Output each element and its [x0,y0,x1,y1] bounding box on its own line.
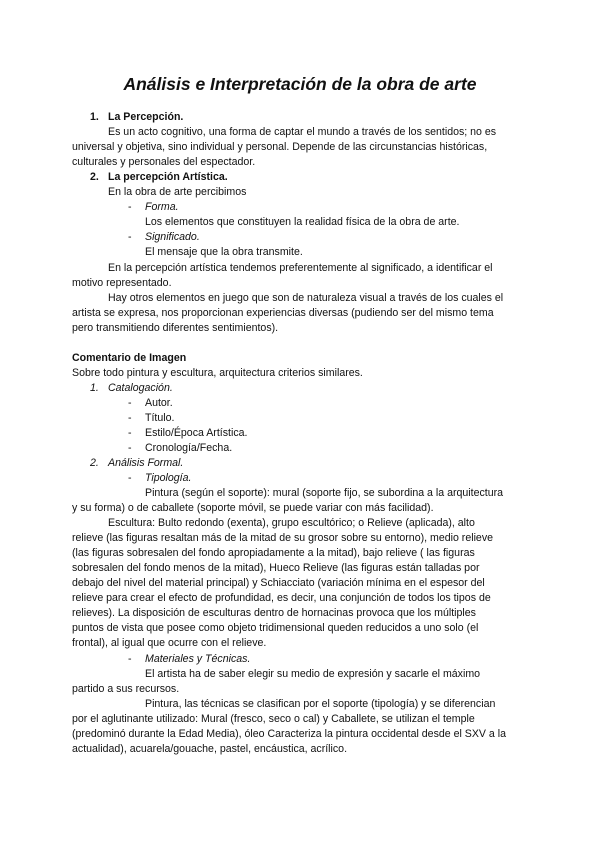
materiales-label: Materiales y Técnicas. [145,653,251,665]
materiales-text-line: partido a sus recursos. [72,683,180,695]
escultura-text-line: puntos de vista que posee como objeto tridimensional queden reducidos a uno solo (el [72,622,479,634]
significado-text: El mensaje que la obra transmite. [145,246,303,258]
catalogacion-item: Título. [145,412,175,424]
escultura-text-line: debajo del nivel del material principal) y Schiacciato (variación mínima en el espesor del [72,577,485,589]
pintura-tecnicas-line: Pintura, las técnicas se clasifican por el soporte (tipología) y se diferencian [145,698,496,710]
analisis-formal-label: Análisis Formal. [108,457,184,469]
section-1-text-line: culturales y personales del espectador. [72,156,256,168]
catalogacion-label: Catalogación. [108,382,173,394]
section-1-text-line: universal y objetiva, sino individual y personal. Depende de las circunstancias históricas, [72,141,488,153]
bullet-dash: - [128,397,132,409]
escultura-text-line: Escultura: Bulto redondo (exenta), grupo escultórico; o Relieve (aplicada), alto [108,517,475,529]
catalogacion-item: Estilo/Época Artística. [145,427,248,439]
analisis-formal-number: 2. [90,457,99,469]
pintura-text-line: Pintura (según el soporte): mural (soporte fijo, se subordina a la arquitectura [145,487,504,499]
escultura-text-line: relieve (las figuras resaltan más de la mitad de su grosor sobre su entorno), medio relieve [72,532,494,544]
section-2-text-line: pero transmitiendo diferentes sentimientos). [72,322,279,334]
forma-text: Los elementos que constituyen la realidad física de la obra de arte. [145,216,460,228]
bullet-dash: - [128,472,132,484]
section-2-number: 2. [90,171,99,183]
pintura-tecnicas-line: (predominó durante la Edad Media), óleo Caracteriza la pintura occidental desde el SXV a la [72,728,507,740]
section-2-intro: En la obra de arte percibimos [108,186,247,198]
escultura-text-line: (las figuras sobresalen del fondo apropiadamente a la mitad), bajo relieve ( las figuras [72,547,475,559]
page-title: Análisis e Interpretación de la obra de arte [123,74,477,94]
section-2-text-line: Hay otros elementos en juego que son de naturaleza visual a través de los cuales el [108,292,504,304]
pintura-text-line: y su forma) o de caballete (soporte móvil, se puede variar con más facilidad). [72,502,434,514]
section-2-text-line: artista se expresa, nos proporcionan experiencias diversas (pudiendo ser del mismo tema [72,307,494,319]
bullet-dash: - [128,427,132,439]
bullet-dash: - [128,231,132,243]
section-2-heading: La percepción Artística. [108,171,228,183]
escultura-text-line: relieves). La disposición de esculturas dentro de hornacinas provoca que los múltiples [72,607,476,619]
section-1-text-line: Es un acto cognitivo, una forma de captar el mundo a través de los sentidos; no es [108,126,497,138]
catalogacion-number: 1. [90,382,99,394]
section-2-text-line: motivo representado. [72,277,172,289]
escultura-text-line: frontal), al igual que ocurre con el relieve. [72,637,267,649]
forma-label: Forma. [145,201,179,213]
escultura-text-line: relieve para crear el efecto de profundidad, es decir, una conjunción de todos los tipos de [72,592,491,604]
comentario-heading: Comentario de Imagen [72,352,187,364]
bullet-dash: - [128,653,132,665]
bullet-dash: - [128,442,132,454]
catalogacion-item: Autor. [145,397,173,409]
bullet-dash: - [128,412,132,424]
pintura-tecnicas-line: actualidad), acuarela/gouache, pastel, encáustica, acrílico. [72,743,348,755]
escultura-text-line: sobresalen del fondo menos de la mitad), Hueco Relieve (las figuras están talladas por [72,562,480,574]
section-2-text-line: En la percepción artística tendemos preferentemente al significado, a identificar el [108,262,493,274]
catalogacion-item: Cronología/Fecha. [145,442,233,454]
section-1-number: 1. [90,111,99,123]
comentario-intro: Sobre todo pintura y escultura, arquitectura criterios similares. [72,367,363,379]
tipologia-label: Tipología. [145,472,192,484]
pintura-tecnicas-line: por el aglutinante utilizado: Mural (fresco, seco o cal) y Caballete, se utilizan el temple [72,713,475,725]
section-1-heading: La Percepción. [108,111,184,123]
bullet-dash: - [128,201,132,213]
significado-label: Significado. [145,231,200,243]
materiales-text-line: El artista ha de saber elegir su medio de expresión y sacarle el máximo [145,668,481,680]
